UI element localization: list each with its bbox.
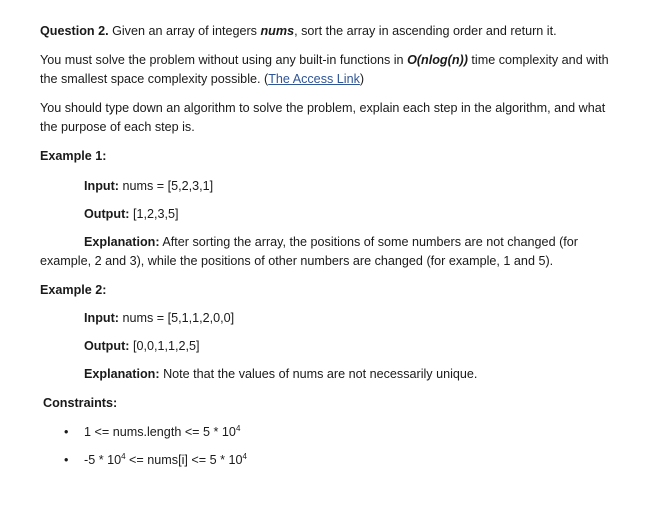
requirement-text-before: You must solve the problem without using any built-in functions in [40, 53, 408, 67]
instruction-paragraph: You should type down an algorithm to solve the problem, explain each step in the algorithm, and what the purpose of each step is. [40, 101, 606, 134]
example1-output-value: [1,2,3,5] [129, 207, 179, 221]
example1-input-value: nums = [5,2,3,1] [118, 179, 214, 193]
bullet-icon: • [64, 425, 69, 439]
example2-explanation [40, 365, 620, 384]
example2-input [40, 309, 620, 328]
constraint-exponent: 4 [242, 452, 247, 461]
constraint-exponent: 4 [235, 424, 241, 433]
example2-output-label: Output: [84, 339, 130, 353]
constraint-item [40, 451, 620, 470]
document-body [40, 22, 620, 470]
example1-explanation-label: Explanation: [84, 235, 160, 249]
example2-output-value: [0,0,1,1,2,5] [129, 339, 200, 353]
constraint-item [40, 423, 620, 442]
question-text-before: Given an array of integers [108, 24, 261, 38]
example2-explanation-label: Explanation: [84, 367, 160, 381]
nums-word: nums [260, 24, 295, 38]
requirement-paragraph [40, 51, 620, 89]
example2-heading: Example 2: [40, 283, 107, 297]
constraints-heading: Constraints: [43, 396, 118, 410]
requirement-closing: ) [359, 72, 365, 86]
question-text-after: , sort the array in ascending order and return it. [294, 24, 557, 38]
example1-heading: Example 1: [40, 149, 107, 163]
complexity-term: O(nlog(n)) [407, 53, 468, 67]
requirement-text-after: time complexity and with the smallest space complexity possible. ( [40, 53, 609, 86]
example2-explanation-text: Note that the values of nums are not necessarily unique. [159, 367, 478, 381]
example1-explanation-text: After sorting the array, the positions of some numbers are not changed (for example, 2 and 3), while the positions of other numbers are changed (for example, 1 and 5). [40, 235, 578, 268]
example1-output-label: Output: [84, 207, 130, 221]
constraints-list [40, 423, 620, 470]
question-statement [40, 22, 620, 41]
constraint-text: 1 <= nums.length <= 5 * 10 [84, 425, 236, 439]
bullet-icon: • [64, 453, 69, 467]
example2-input-label: Input: [84, 311, 119, 325]
question-label: Question 2. [40, 24, 109, 38]
constraint-text: -5 * 10 [84, 453, 122, 467]
example1-input-label: Input: [84, 179, 119, 193]
constraint-text-suffix: <= nums[i] <= 5 * 10 [125, 453, 243, 467]
example1-output [40, 205, 620, 224]
example2-output [40, 337, 620, 356]
example1-input [40, 177, 620, 196]
example1-explanation [40, 233, 620, 271]
constraint-exponent: 4 [121, 452, 126, 461]
example2-input-value: nums = [5,1,1,2,0,0] [118, 311, 235, 325]
access-link[interactable]: The Access Link [268, 72, 360, 86]
